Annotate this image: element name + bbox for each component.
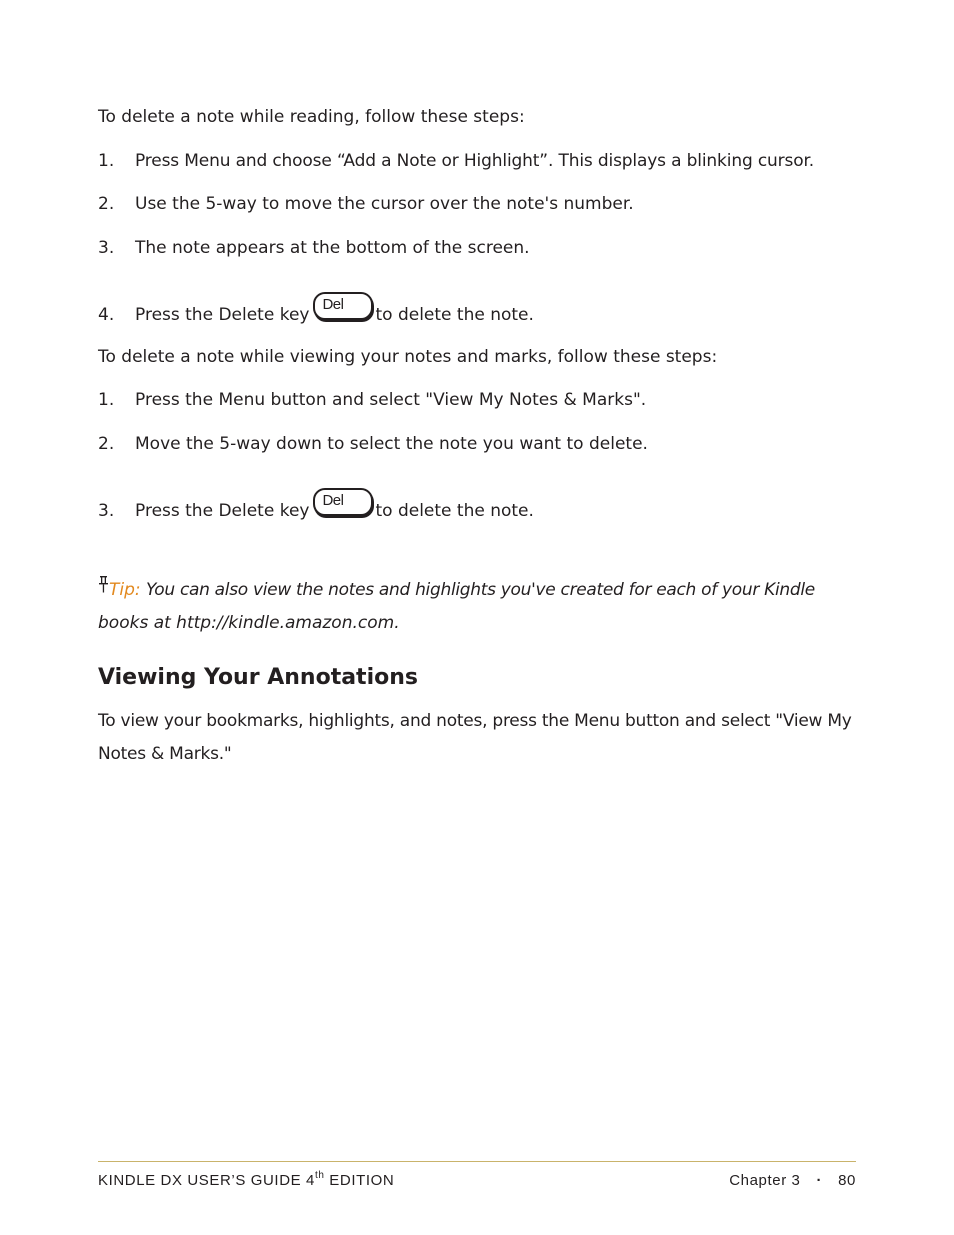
tip-line-2 (98, 607, 856, 640)
footer-separator: · (816, 1172, 823, 1189)
section2-intro: To delete a note while viewing your notes and marks, follow these steps: (98, 347, 718, 367)
document-page (98, 0, 856, 1235)
delete-key-icon (313, 296, 373, 324)
section2-step-2 (98, 432, 648, 456)
section1-step-3 (98, 236, 530, 260)
annotations-body-text: To view your bookmarks, highlights, and notes, press the Menu button and select "View My Notes & Marks." (98, 711, 852, 764)
section2-step-3 (98, 492, 534, 523)
section1-step-2 (98, 192, 634, 216)
delete-key-label: Del (322, 492, 344, 509)
step-text-before: Press the Delete key (135, 305, 310, 325)
step-number: 2. (98, 434, 115, 454)
section2-step-1 (98, 388, 646, 412)
footer-chapter: Chapter 3 (729, 1172, 801, 1189)
footer-page-info (729, 1170, 856, 1192)
footer-guide-prefix: KINDLE DX USER’S GUIDE 4 (98, 1172, 315, 1189)
footer-page-number: 80 (838, 1172, 856, 1189)
step-text-after: to delete the note. (375, 305, 534, 325)
step-text-before: Press the Delete key (135, 501, 310, 521)
step-text: The note appears at the bottom of the screen. (135, 238, 530, 258)
pushpin-icon (98, 575, 109, 597)
tip-text-line-1: You can also view the notes and highlights you've created for each of your Kindle (146, 580, 815, 600)
step-number: 1. (98, 390, 115, 410)
step-text: Press Menu and choose “Add a Note or Highlight”. This displays a blinking cursor. (135, 151, 814, 171)
step-text: Move the 5-way down to select the note you want to delete. (135, 434, 648, 454)
section1-intro: To delete a note while reading, follow these steps: (98, 107, 525, 127)
footer-guide-suffix: EDITION (329, 1172, 395, 1189)
tip-line-1 (98, 574, 856, 607)
footer-guide-title (98, 1170, 394, 1192)
tip-text-line-2: books at http://kindle.amazon.com. (98, 613, 400, 633)
footer-guide-sup: th (314, 1170, 325, 1181)
step-number: 4. (98, 305, 115, 325)
section1-step-1 (98, 149, 814, 173)
tip-label: Tip: (109, 580, 141, 600)
section1-step-4 (98, 296, 534, 327)
step-text: Press the Menu button and select "View My Notes & Marks". (135, 390, 647, 410)
step-text: Use the 5-way to move the cursor over the note's number. (135, 194, 634, 214)
delete-key-label: Del (322, 296, 344, 313)
step-number: 2. (98, 194, 115, 214)
step-text-after: to delete the note. (375, 501, 534, 521)
section-heading: Viewing Your Annotations (98, 665, 418, 690)
tip-block (98, 574, 856, 640)
step-number: 3. (98, 501, 115, 521)
footer-rule (98, 1161, 856, 1162)
step-number: 3. (98, 238, 115, 258)
delete-key-icon (313, 492, 373, 520)
step-number: 1. (98, 151, 115, 171)
